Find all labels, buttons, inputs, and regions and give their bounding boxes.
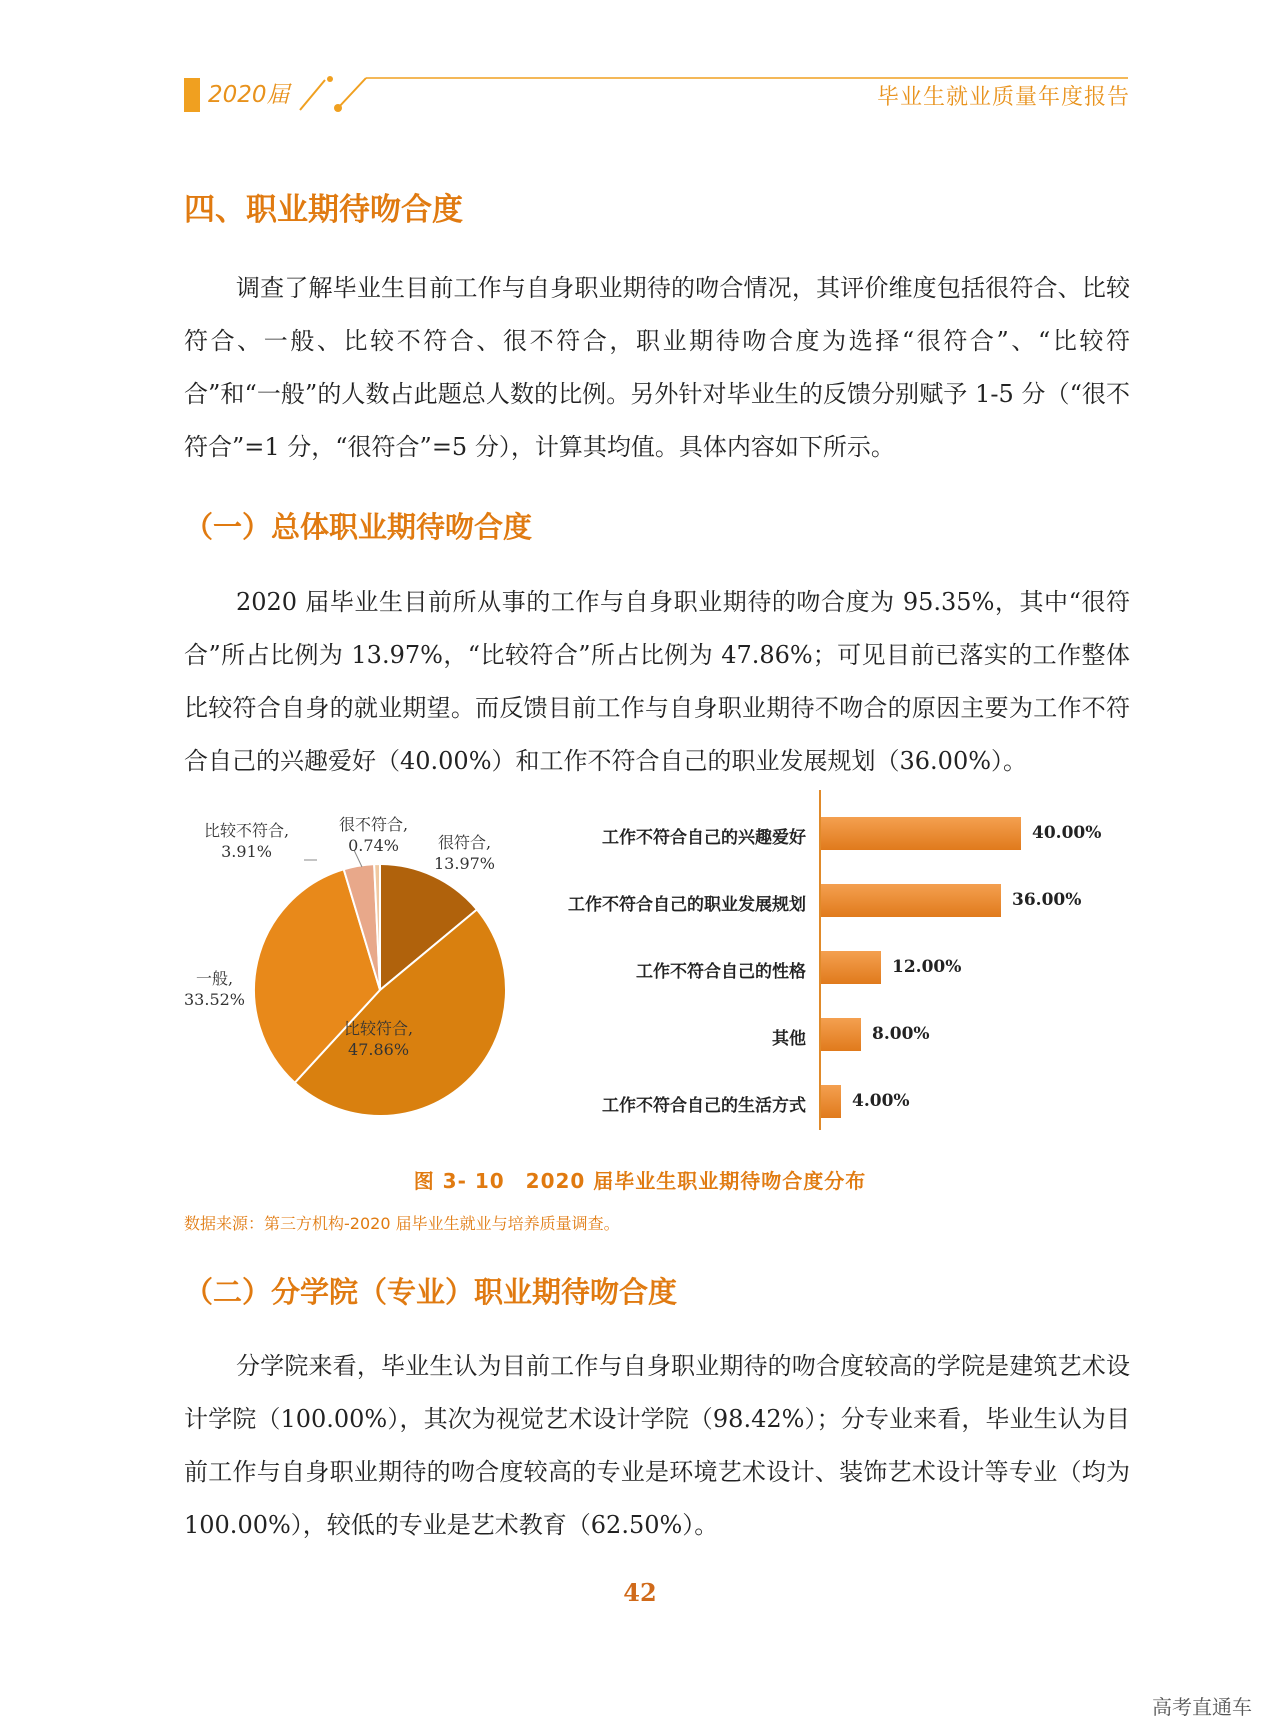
pie-label-value: 3.91% [221, 842, 272, 861]
pie-label-name: 很符合, [437, 833, 492, 852]
pie-label [204, 820, 289, 862]
bar [821, 1018, 861, 1051]
pie-label-value: 33.52% [184, 990, 246, 1009]
bar [821, 817, 1021, 850]
pie-label [184, 968, 245, 1010]
bar-value-label: 40.00% [1032, 823, 1102, 843]
bar-category-label: 工作不符合自己的兴趣爱好 [602, 828, 806, 848]
page-number: 42 [623, 1578, 657, 1607]
pie-label-value: 13.97% [434, 854, 496, 873]
header-slash-line [338, 78, 366, 108]
bar-category-label: 工作不符合自己的生活方式 [602, 1096, 806, 1116]
bar-value-label: 8.00% [872, 1024, 930, 1044]
section-title: 四、职业期待吻合度 [184, 192, 463, 228]
bar-category-label: 其他 [772, 1029, 806, 1049]
pie-label-name: 一般, [195, 969, 234, 988]
pie-label-value: 47.86% [348, 1040, 410, 1059]
subsection-1-title: （一）总体职业期待吻合度 [184, 510, 533, 544]
subsection-2-paragraph: 分学院来看，毕业生认为目前工作与自身职业期待的吻合度较高的学院是建筑艺术设计学院（100.00%），其次为视觉艺术设计学院（98.42%）；分专业来看，毕业生认为目前工作与自身职业期待的吻合度较高的专业是环境艺术设计、装饰艺术设计等专业（均为 100.00%），较低的专业是艺术教育（62.50%）。 [184, 1352, 1130, 1539]
bar-category-label: 工作不符合自己的性格 [636, 962, 806, 982]
bar [821, 1085, 841, 1118]
subsection-2-title: （二）分学院（专业）职业期待吻合度 [184, 1275, 678, 1309]
data-source: 数据来源：第三方机构-2020 届毕业生就业与培养质量调查。 [184, 1214, 620, 1233]
bar-value-label: 36.00% [1012, 890, 1082, 910]
pie-label-value: 0.74% [348, 836, 399, 855]
subsection-1-paragraph: 2020 届毕业生目前所从事的工作与自身职业期待的吻合度为 95.35%，其中“很符合”所占比例为 13.97%，“比较符合”所占比例为 47.86%；可见目前已落实的工作整体比较符合自身的就业期望。而反馈目前工作与自身职业期待不吻合的原因主要为工作不符合自己的兴趣爱好（40.00%）和工作不符合自己的职业发展规划（36.00%）。 [184, 588, 1130, 775]
figure-caption: 图 3- 10 2020 届毕业生职业期待吻合度分布 [413, 1169, 867, 1193]
pie-label [434, 832, 495, 874]
header-dot [334, 104, 342, 112]
pie-label [344, 1018, 413, 1060]
bar [821, 951, 881, 984]
header-year: 2020届 [208, 82, 290, 108]
header-accent-block [184, 78, 200, 112]
pie-label [339, 814, 408, 856]
bar [821, 884, 1001, 917]
watermark: 高考直通车 [1152, 1695, 1252, 1719]
pie-label-name: 比较不符合, [204, 821, 290, 840]
pie-label-name: 很不符合, [339, 815, 409, 834]
header-report-title: 毕业生就业质量年度报告 [876, 85, 1130, 110]
bar-category-label: 工作不符合自己的职业发展规划 [568, 895, 806, 915]
header-slash-line [300, 80, 325, 110]
figure [184, 790, 1144, 1150]
intro-paragraph: 调查了解毕业生目前工作与自身职业期待的吻合情况，其评价维度包括很符合、比较符合、一般、比较不符合、很不符合，职业期待吻合度为选择“很符合”、“比较符合”和“一般”的人数占此题总人数的比例。另外针对毕业生的反馈分别赋予 1-5 分（“很不符合”=1 分，“很符合”=5 分），计算其均值。具体内容如下所示。 [184, 274, 1130, 461]
header-dot [327, 76, 333, 82]
bar-value-label: 12.00% [892, 957, 962, 977]
bar-value-label: 4.00% [852, 1091, 910, 1111]
pie-label-name: 比较符合, [344, 1019, 414, 1038]
